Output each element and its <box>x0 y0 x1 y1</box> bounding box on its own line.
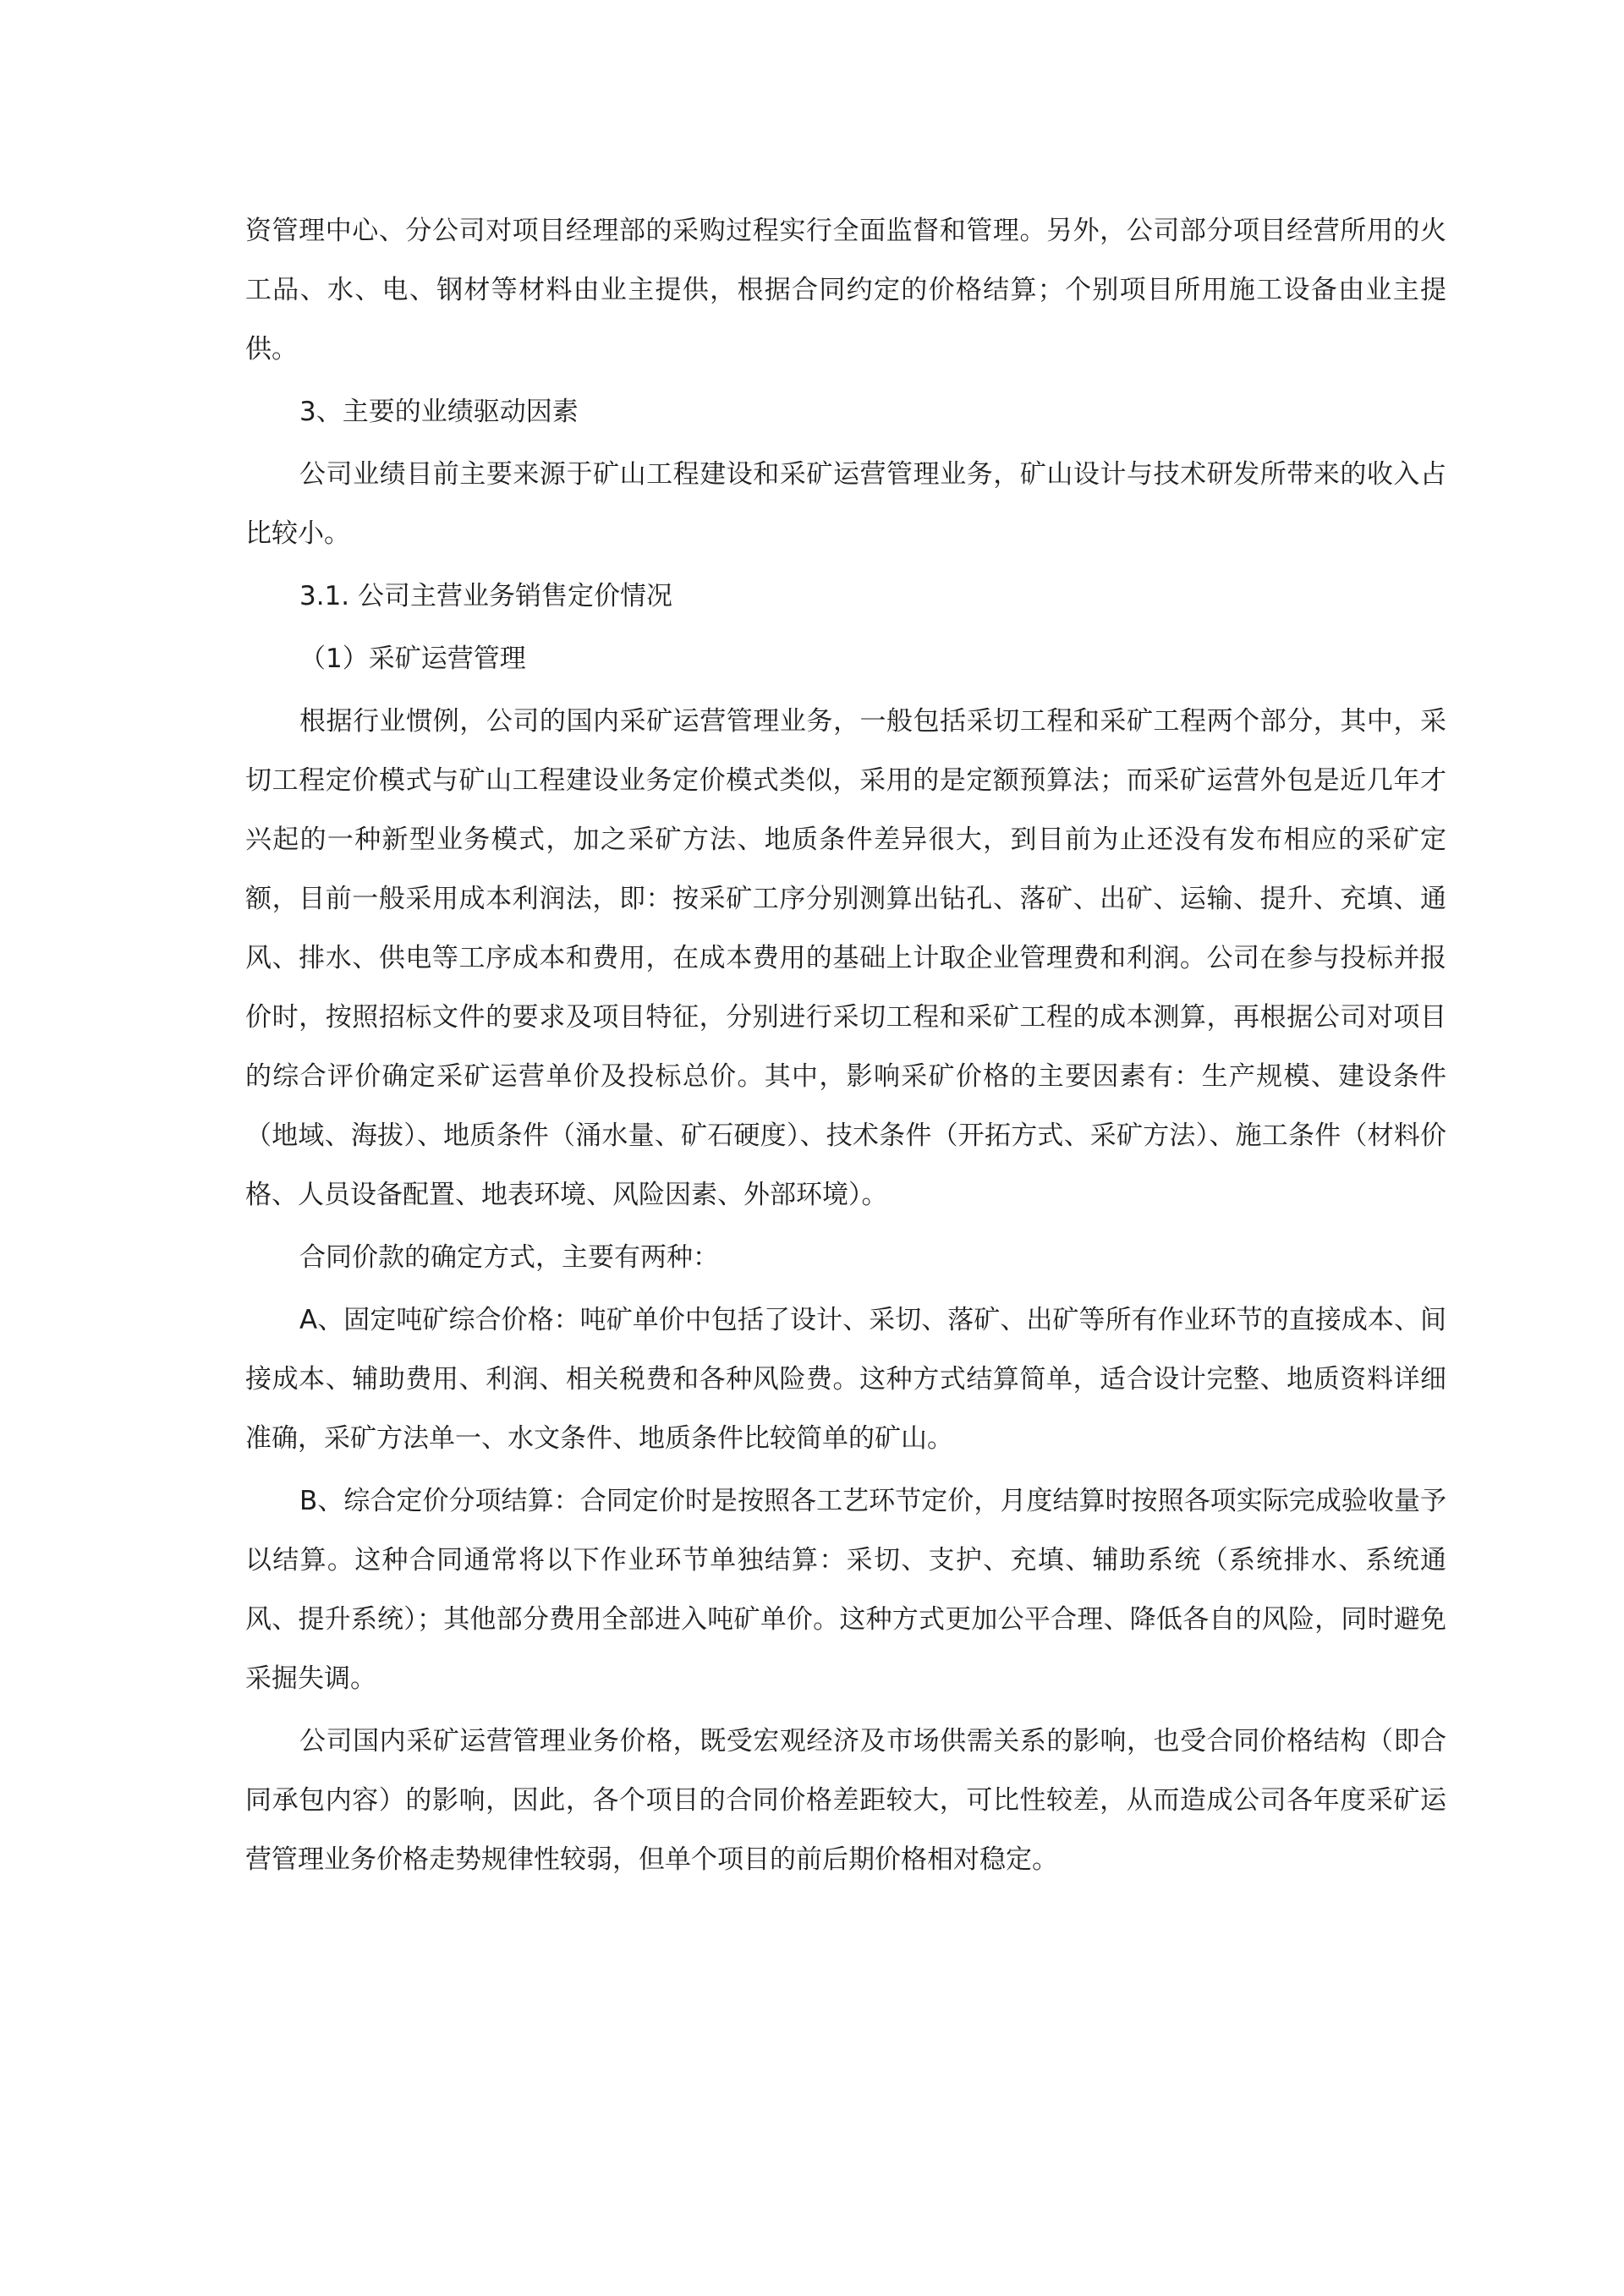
document-body <box>245 201 1446 1893</box>
paragraph-pricing-method: 根据行业惯例，公司的国内采矿运营管理业务，一般包括采切工程和采矿工程两个部分，其中，采切工程定价模式与矿山工程建设业务定价模式类似，采用的是定额预算法；而采矿运营外包是近几年才兴起的一种新型业务模式，加之采矿方法、地质条件差异很大，到目前为止还没有发布相应的采矿定额，目前一般采用成本利润法，即：按采矿工序分别测算出钻孔、落矿、出矿、运输、提升、充填、通风、排水、供电等工序成本和费用，在成本费用的基础上计取企业管理费和利润。公司在参与投标并报价时，按照招标文件的要求及项目特征，分别进行采切工程和采矿工程的成本测算，再根据公司对项目的综合评价确定采矿运营单价及投标总价。其中，影响采矿价格的主要因素有：生产规模、建设条件（地域、海拔）、地质条件（涌水量、矿石硬度）、技术条件（开拓方式、采矿方法）、施工条件（材料价格、人员设备配置、地表环境、风险因素、外部环境）。 <box>245 706 1446 1210</box>
paragraph-contract-methods-intro: 合同价款的确定方式，主要有两种： <box>299 1242 719 1273</box>
paragraph-method-a: A、固定吨矿综合价格：吨矿单价中包括了设计、采切、落矿、出矿等所有作业环节的直接成本、间接成本、辅助费用、利润、相关税费和各种风险费。这种方式结算简单，适合设计完整、地质资料详细准确，采矿方法单一、水文条件、地质条件比较简单的矿山。 <box>245 1305 1446 1454</box>
item-heading-mining-operation: （1）采矿运营管理 <box>299 644 526 674</box>
paragraph-method-b: B、综合定价分项结算：合同定价时是按照各工艺环节定价，月度结算时按照各项实际完成验收量予以结算。这种合同通常将以下作业环节单独结算：采切、支护、充填、辅助系统（系统排水、系统通风、提升系统）；其他部分费用全部进入吨矿单价。这种方式更加公平合理、降低各自的风险，同时避免采掘失调。 <box>245 1486 1446 1694</box>
paragraph-price-factors: 公司国内采矿运营管理业务价格，既受宏观经济及市场供需关系的影响，也受合同价格结构（即合同承包内容）的影响，因此，各个项目的合同价格差距较大，可比性较差，从而造成公司各年度采矿运营管理业务价格走势规律性较弱，但单个项目的前后期价格相对稳定。 <box>245 1726 1446 1875</box>
paragraph-continuation: 资管理中心、分公司对项目经理部的采购过程实行全面监督和管理。另外，公司部分项目经营所用的火工品、水、电、钢材等材料由业主提供，根据合同约定的价格结算；个别项目所用施工设备由业主提供。 <box>245 216 1446 364</box>
subsection-heading-pricing: 3.1. 公司主营业务销售定价情况 <box>299 581 673 611</box>
section-heading-drivers: 3、主要的业绩驱动因素 <box>299 397 579 427</box>
paragraph-revenue-source: 公司业绩目前主要来源于矿山工程建设和采矿运营管理业务，矿山设计与技术研发所带来的收入占比较小。 <box>245 459 1446 549</box>
